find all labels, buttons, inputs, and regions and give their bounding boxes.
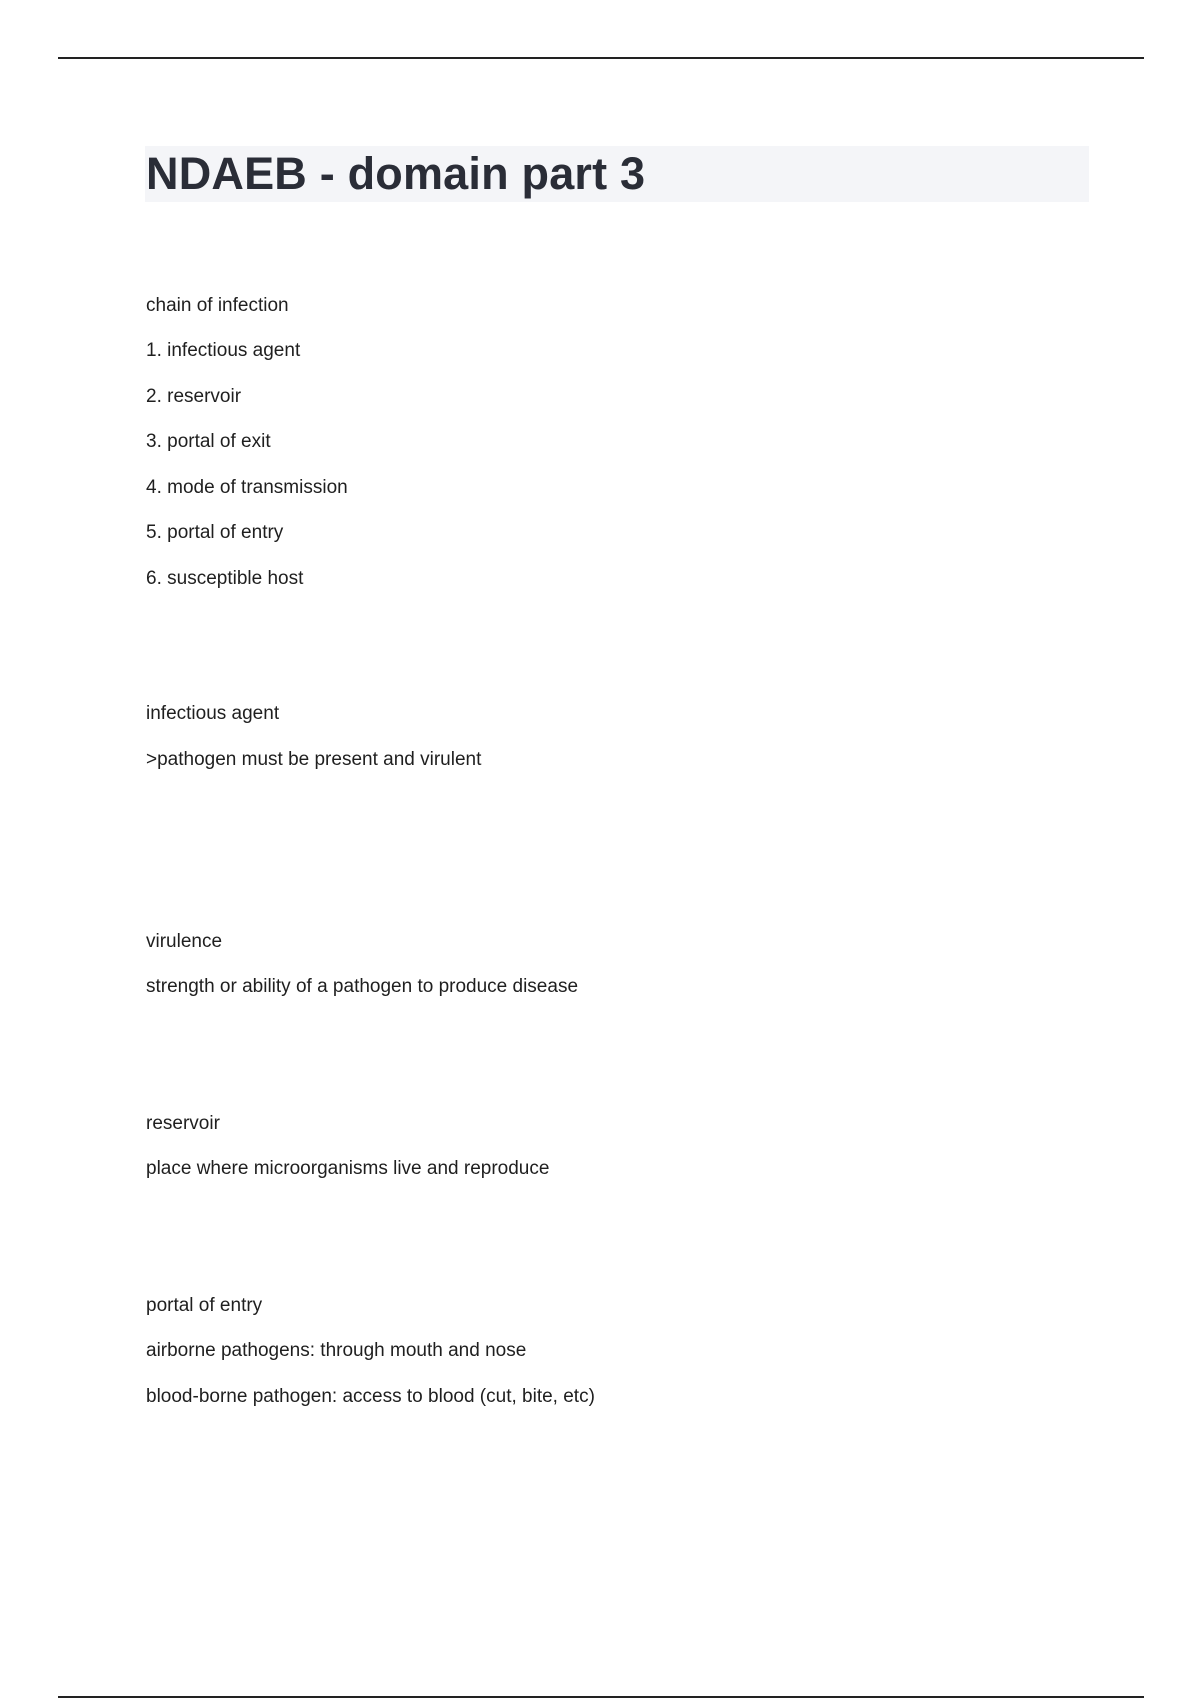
bottom-rule <box>58 1696 1144 1698</box>
definition-virulence: strength or ability of a pathogen to produce disease <box>146 976 579 997</box>
list-item: 3. portal of exit <box>146 431 271 452</box>
term-chain-of-infection: chain of infection <box>146 295 289 316</box>
list-item: 1. infectious agent <box>146 340 301 361</box>
list-item: 2. reservoir <box>146 386 242 407</box>
list-item: 5. portal of entry <box>146 522 284 543</box>
term-portal-of-entry: portal of entry <box>146 1295 263 1316</box>
top-rule <box>58 57 1144 59</box>
term-infectious-agent: infectious agent <box>146 703 280 724</box>
term-reservoir: reservoir <box>146 1113 220 1134</box>
list-item: 6. susceptible host <box>146 568 304 589</box>
page-title: NDAEB - domain part 3 <box>146 148 646 199</box>
definition-reservoir: place where microorganisms live and reproduce <box>146 1158 550 1179</box>
definition-portal-of-entry-bloodborne: blood-borne pathogen: access to blood (cut, bite, etc) <box>146 1386 595 1407</box>
term-virulence: virulence <box>146 931 223 952</box>
list-item: 4. mode of transmission <box>146 477 348 498</box>
definition-infectious-agent: >pathogen must be present and virulent <box>146 749 482 770</box>
definition-portal-of-entry-airborne: airborne pathogens: through mouth and nose <box>146 1340 527 1361</box>
